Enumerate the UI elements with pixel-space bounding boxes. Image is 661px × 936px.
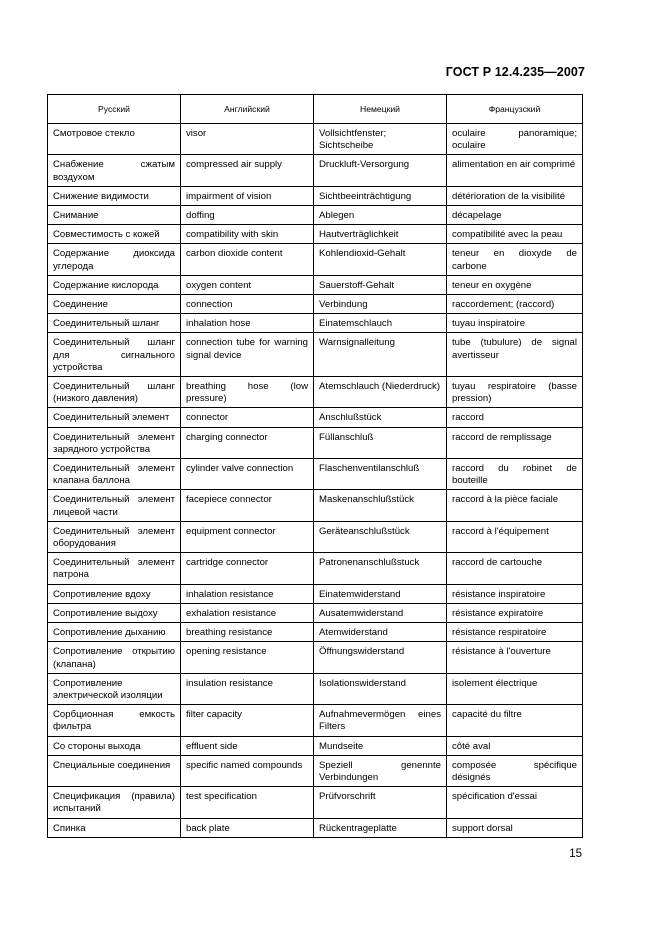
- english-term: compatibility with skin: [181, 225, 314, 244]
- russian-term: Сопротивление электрической изоляции: [48, 673, 181, 704]
- russian-term: Сопротивление вдоху: [48, 584, 181, 603]
- russian-term: Соединительный элемент лицевой части: [48, 490, 181, 521]
- german-term: Isolationswiderstand: [314, 673, 447, 704]
- german-term: Vollsichtfenster; Sichtscheibe: [314, 124, 447, 155]
- english-term: inhalation resistance: [181, 584, 314, 603]
- english-term: facepiece connector: [181, 490, 314, 521]
- german-term: Füllanschluß: [314, 427, 447, 458]
- german-term: Sichtbeeinträchtigung: [314, 186, 447, 205]
- french-term: résistance à l'ouverture: [447, 642, 583, 673]
- english-term: back plate: [181, 818, 314, 837]
- french-term: tube (tubulure) de signal avertisseur: [447, 333, 583, 377]
- table-row: [48, 736, 583, 755]
- table-row: [48, 314, 583, 333]
- english-term: connector: [181, 408, 314, 427]
- english-term: specific named compounds: [181, 755, 314, 786]
- english-term: test specification: [181, 787, 314, 818]
- french-term: spécification d'essai: [447, 787, 583, 818]
- english-term: visor: [181, 124, 314, 155]
- german-term: Atemwiderstand: [314, 623, 447, 642]
- column-header-french: Французский: [447, 95, 583, 124]
- german-term: Rückentrageplatte: [314, 818, 447, 837]
- russian-term: Сорбционная емкость фильтра: [48, 705, 181, 736]
- column-header-russian: Русский: [48, 95, 181, 124]
- table-row: [48, 333, 583, 377]
- german-term: Sauerstoff-Gehalt: [314, 275, 447, 294]
- russian-term: Соединение: [48, 295, 181, 314]
- russian-term: Совместимость с кожей: [48, 225, 181, 244]
- english-term: exhalation resistance: [181, 603, 314, 622]
- table-row: [48, 124, 583, 155]
- english-term: opening resistance: [181, 642, 314, 673]
- english-term: doffing: [181, 206, 314, 225]
- english-term: cylinder valve connection: [181, 459, 314, 490]
- russian-term: Со стороны выхода: [48, 736, 181, 755]
- table-row: [48, 623, 583, 642]
- table-row: [48, 459, 583, 490]
- english-term: charging connector: [181, 427, 314, 458]
- table-row: [48, 225, 583, 244]
- german-term: Prüfvorschrift: [314, 787, 447, 818]
- russian-term: Спинка: [48, 818, 181, 837]
- french-term: raccord de cartouche: [447, 553, 583, 584]
- russian-term: Соединительный элемент зарядного устройства: [48, 427, 181, 458]
- german-term: Druckluft-Versorgung: [314, 155, 447, 186]
- german-term: Ablegen: [314, 206, 447, 225]
- french-term: résistance inspiratoire: [447, 584, 583, 603]
- german-term: Aufnahmevermögen eines Filters: [314, 705, 447, 736]
- document-code: ГОСТ Р 12.4.235—2007: [445, 65, 585, 79]
- table-row: [48, 584, 583, 603]
- german-term: Einatemschlauch: [314, 314, 447, 333]
- russian-term: Снижение видимости: [48, 186, 181, 205]
- french-term: raccord de remplissage: [447, 427, 583, 458]
- table-row: [48, 705, 583, 736]
- table-row: [48, 603, 583, 622]
- german-term: Hautverträglichkeit: [314, 225, 447, 244]
- column-header-german: Немецкий: [314, 95, 447, 124]
- german-term: Atemschlauch (Niederdruck): [314, 377, 447, 408]
- french-term: résistance respiratoire: [447, 623, 583, 642]
- glossary-table: [47, 94, 583, 838]
- english-term: carbon dioxide content: [181, 244, 314, 275]
- english-term: equipment connector: [181, 521, 314, 552]
- table-row: [48, 377, 583, 408]
- table-row: [48, 490, 583, 521]
- german-term: Maskenanschlußstück: [314, 490, 447, 521]
- german-term: Einatemwiderstand: [314, 584, 447, 603]
- russian-term: Содержание кислорода: [48, 275, 181, 294]
- french-term: teneur en oxygène: [447, 275, 583, 294]
- french-term: raccordement; (raccord): [447, 295, 583, 314]
- french-term: raccord à la pièce faciale: [447, 490, 583, 521]
- table-row: [48, 186, 583, 205]
- german-term: Patronenanschlußstuck: [314, 553, 447, 584]
- russian-term: Соединительный шланг для сигнального устройства: [48, 333, 181, 377]
- english-term: connection tube for warning signal device: [181, 333, 314, 377]
- russian-term: Соединительный шланг: [48, 314, 181, 333]
- russian-term: Смотровое стекло: [48, 124, 181, 155]
- french-term: raccord à l'équipement: [447, 521, 583, 552]
- russian-term: Соединительный элемент клапана баллона: [48, 459, 181, 490]
- russian-term: Содержание диоксида углерода: [48, 244, 181, 275]
- german-term: Flaschenventilanschluß: [314, 459, 447, 490]
- english-term: breathing hose (low pressure): [181, 377, 314, 408]
- russian-term: Спецификация (правила) испытаний: [48, 787, 181, 818]
- table-row: [48, 295, 583, 314]
- german-term: Öffnungswiderstand: [314, 642, 447, 673]
- table-row: [48, 408, 583, 427]
- table-row: [48, 818, 583, 837]
- english-term: compressed air supply: [181, 155, 314, 186]
- german-term: Geräteanschlußstück: [314, 521, 447, 552]
- table-row: [48, 521, 583, 552]
- french-term: compatibilité avec la peau: [447, 225, 583, 244]
- page-number: 15: [569, 848, 582, 860]
- french-term: teneur en dioxyde de carbone: [447, 244, 583, 275]
- russian-term: Снимание: [48, 206, 181, 225]
- french-term: tuyau respiratoire (basse pression): [447, 377, 583, 408]
- german-term: Ausatemwiderstand: [314, 603, 447, 622]
- french-term: décapelage: [447, 206, 583, 225]
- french-term: composée spécifique désignés: [447, 755, 583, 786]
- english-term: impairment of vision: [181, 186, 314, 205]
- russian-term: Специальные соединения: [48, 755, 181, 786]
- table-row: [48, 244, 583, 275]
- russian-term: Соединительный шланг (низкого давления): [48, 377, 181, 408]
- french-term: oculaire panoramique; oculaire: [447, 124, 583, 155]
- english-term: connection: [181, 295, 314, 314]
- english-term: effluent side: [181, 736, 314, 755]
- table-row: [48, 155, 583, 186]
- russian-term: Сопротивление дыханию: [48, 623, 181, 642]
- russian-term: Сопротивление выдоху: [48, 603, 181, 622]
- german-term: Kohlendioxid-Gehalt: [314, 244, 447, 275]
- table-row: [48, 673, 583, 704]
- russian-term: Сопротивление открытию (клапана): [48, 642, 181, 673]
- table-row: [48, 755, 583, 786]
- russian-term: Соединительный элемент: [48, 408, 181, 427]
- table-row: [48, 553, 583, 584]
- english-term: inhalation hose: [181, 314, 314, 333]
- russian-term: Соединительный элемент патрона: [48, 553, 181, 584]
- french-term: raccord: [447, 408, 583, 427]
- table-row: [48, 787, 583, 818]
- table-row: [48, 206, 583, 225]
- table-row: [48, 275, 583, 294]
- german-term: Warnsignalleitung: [314, 333, 447, 377]
- german-term: Anschlußstück: [314, 408, 447, 427]
- russian-term: Снабжение сжатым воздухом: [48, 155, 181, 186]
- german-term: Verbindung: [314, 295, 447, 314]
- french-term: raccord du robinet de bouteille: [447, 459, 583, 490]
- german-term: Mundseite: [314, 736, 447, 755]
- french-term: résistance expiratoire: [447, 603, 583, 622]
- french-term: capacité du filtre: [447, 705, 583, 736]
- table-row: [48, 427, 583, 458]
- french-term: détérioration de la visibilité: [447, 186, 583, 205]
- english-term: breathing resistance: [181, 623, 314, 642]
- russian-term: Соединительный элемент оборудования: [48, 521, 181, 552]
- french-term: isolement électrique: [447, 673, 583, 704]
- french-term: côté aval: [447, 736, 583, 755]
- column-header-english: Английский: [181, 95, 314, 124]
- french-term: support dorsal: [447, 818, 583, 837]
- french-term: alimentation en air comprimé: [447, 155, 583, 186]
- french-term: tuyau inspiratoire: [447, 314, 583, 333]
- english-term: filter capacity: [181, 705, 314, 736]
- table-row: [48, 642, 583, 673]
- german-term: Speziell genennte Verbindungen: [314, 755, 447, 786]
- english-term: cartridge connector: [181, 553, 314, 584]
- english-term: oxygen content: [181, 275, 314, 294]
- english-term: insulation resistance: [181, 673, 314, 704]
- table-header-row: [48, 95, 583, 124]
